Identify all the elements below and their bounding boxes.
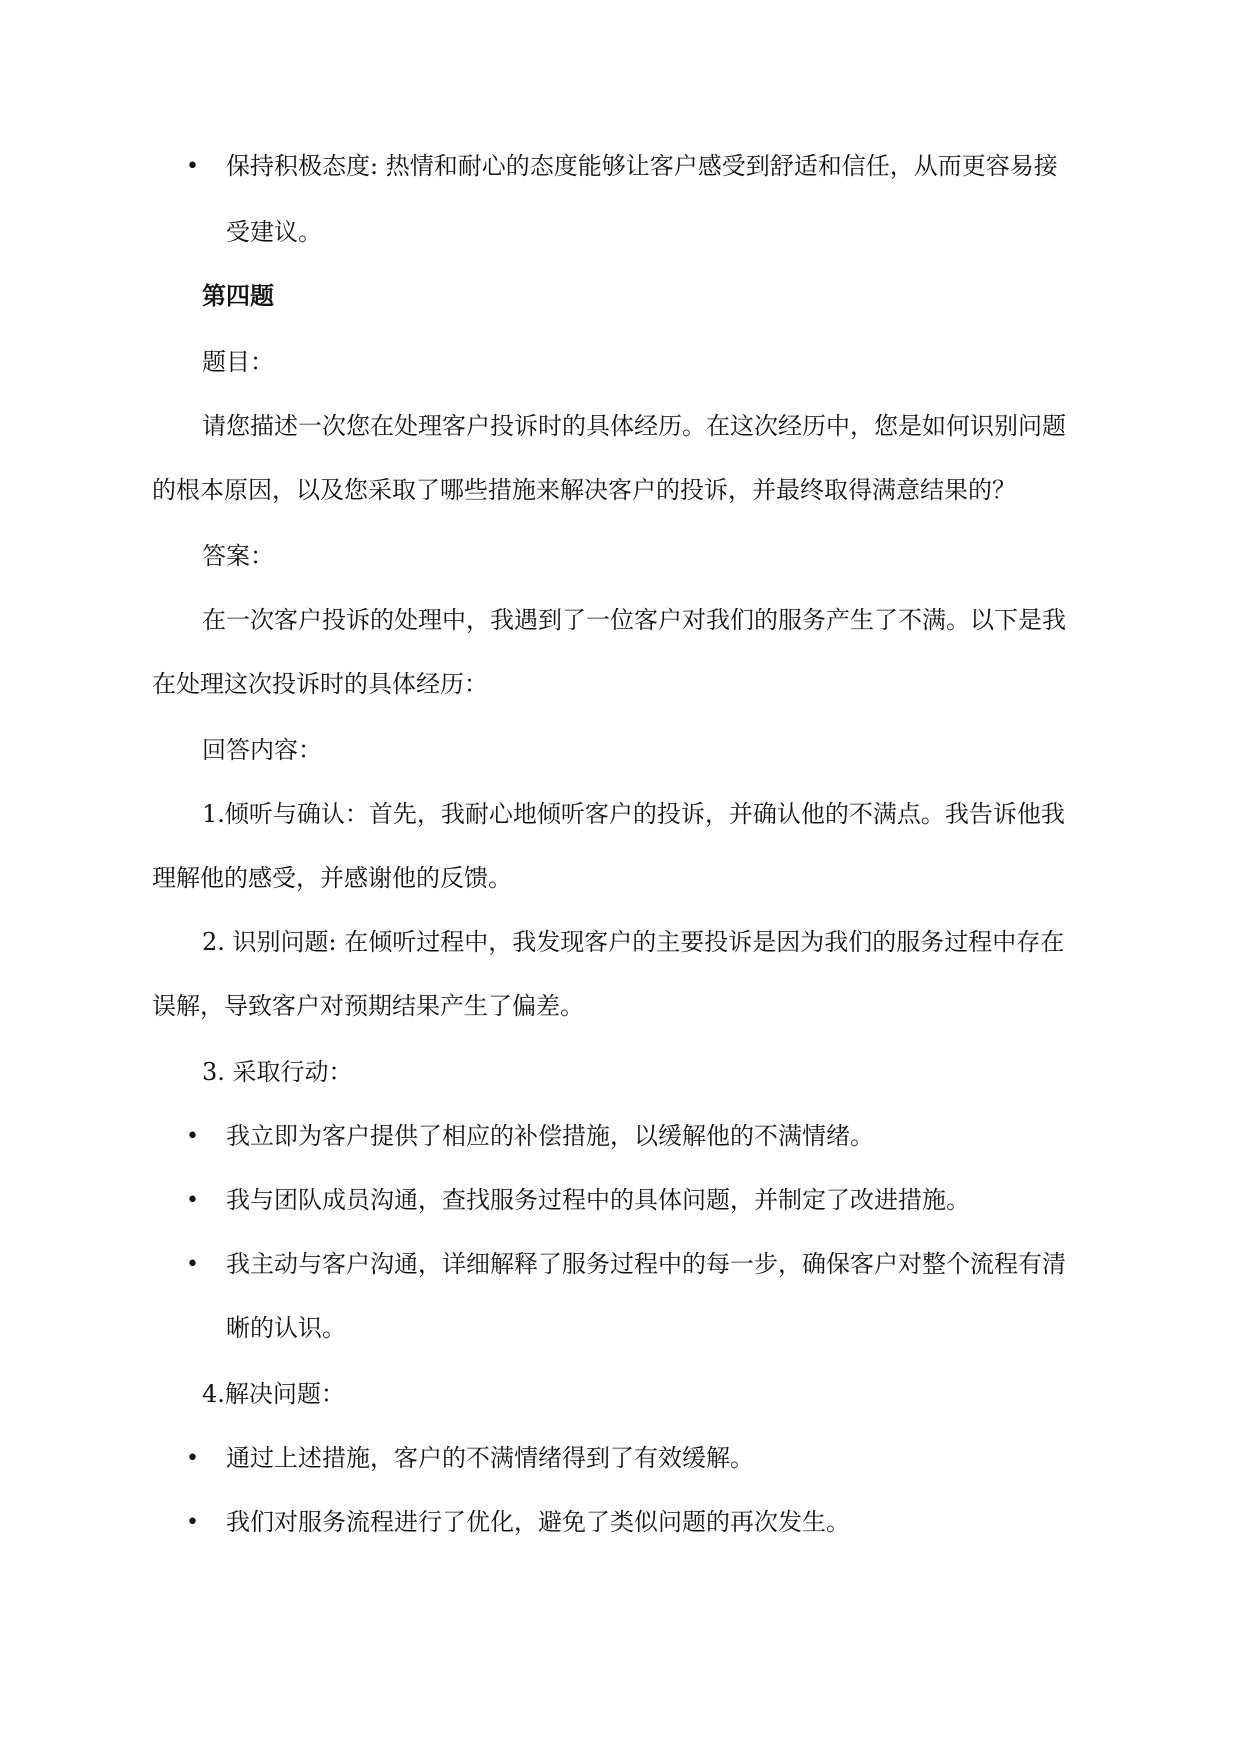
bullet-text: 我主动与客户沟通，详细解释了服务过程中的每一步，确保客户对整个流程有清 bbox=[226, 1250, 1066, 1278]
bullet-text: 我立即为客户提供了相应的补偿措施，以缓解他的不满情绪。 bbox=[226, 1122, 874, 1150]
response-label: 回答内容： bbox=[202, 736, 322, 764]
bullet-text: 通过上述措施，客户的不满情绪得到了有效缓解。 bbox=[226, 1444, 754, 1472]
bullet-text: 我与团队成员沟通，查找服务过程中的具体问题，并制定了改进措施。 bbox=[226, 1186, 970, 1214]
step-1-text-continued: 理解他的感受，并感谢他的反馈。 bbox=[152, 864, 512, 892]
bullet-dot: • bbox=[186, 1446, 199, 1471]
question-text: 请您描述一次您在处理客户投诉时的具体经历。在这次经历中，您是如何识别问题 bbox=[202, 412, 1066, 440]
answer-text-continued: 在处理这次投诉时的具体经历： bbox=[152, 670, 488, 698]
bullet-dot: • bbox=[186, 154, 199, 179]
bullet-dot: • bbox=[186, 1188, 199, 1213]
step-2-text: 2. 识别问题: 在倾听过程中，我发现客户的主要投诉是因为我们的服务过程中存在 bbox=[202, 928, 1065, 956]
bullet-text: 保持积极态度: 热情和耐心的态度能够让客户感受到舒适和信任，从而更容易接 bbox=[226, 152, 1058, 180]
question-text-continued: 的根本原因，以及您采取了哪些措施来解决客户的投诉，并最终取得满意结果的？ bbox=[152, 476, 1016, 504]
step-2-text-continued: 误解，导致客户对预期结果产生了偏差。 bbox=[152, 992, 584, 1020]
bullet-text-continued: 受建议。 bbox=[226, 218, 322, 246]
bullet-dot: • bbox=[186, 1124, 199, 1149]
step-3-text: 3. 采取行动： bbox=[202, 1058, 353, 1086]
step-1-text: 1.倾听与确认：首先，我耐心地倾听客户的投诉，并确认他的不满点。我告诉他我 bbox=[202, 800, 1065, 828]
section-heading: 第四题 bbox=[202, 282, 274, 310]
bullet-dot: • bbox=[186, 1252, 199, 1277]
answer-label: 答案： bbox=[202, 542, 274, 570]
step-4-text: 4.解决问题： bbox=[202, 1380, 345, 1408]
bullet-dot: • bbox=[186, 1510, 199, 1535]
question-label: 题目： bbox=[202, 348, 274, 376]
bullet-text: 我们对服务流程进行了优化，避免了类似问题的再次发生。 bbox=[226, 1508, 850, 1536]
bullet-text-continued: 晰的认识。 bbox=[226, 1314, 346, 1342]
answer-text: 在一次客户投诉的处理中，我遇到了一位客户对我们的服务产生了不满。以下是我 bbox=[202, 606, 1066, 634]
